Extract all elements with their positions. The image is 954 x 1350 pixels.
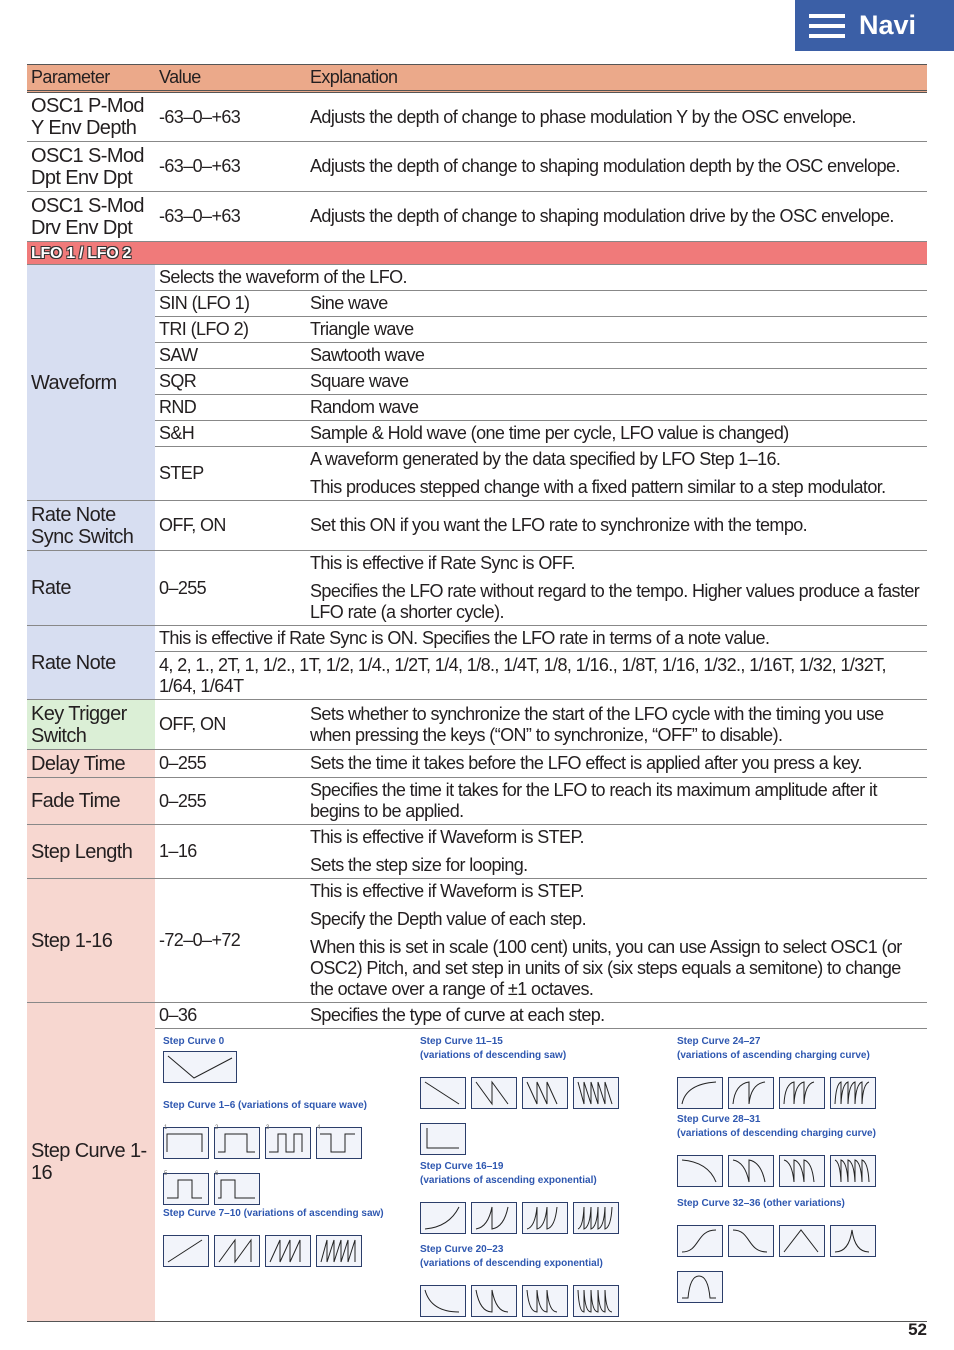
param-explanation — [306, 879, 927, 1003]
curve-thumbnail — [522, 1202, 568, 1234]
option-desc: Sine wave — [306, 291, 927, 317]
param-name: OSC1 S-Mod Drv Env Dpt — [27, 192, 155, 242]
param-value: OFF, ON — [155, 700, 306, 750]
curve-group-title: Step Curve 24–27 — [677, 1036, 761, 1047]
curve-group-1 — [163, 1099, 367, 1205]
table-row — [27, 343, 927, 369]
table-row — [27, 778, 927, 825]
curve-thumbnail — [779, 1155, 825, 1187]
curve-group-subtitle: (variations of ascending charging curve) — [677, 1050, 870, 1061]
curve-group-subtitle: (variations of ascending exponential) — [420, 1175, 597, 1186]
explanation-line: Specify the Depth value of each step. — [310, 909, 586, 929]
table-row — [27, 369, 927, 395]
table-row — [27, 317, 927, 343]
table-row — [27, 192, 927, 242]
curve-thumbnail — [830, 1225, 876, 1257]
curve-thumbnail — [677, 1225, 723, 1257]
curve-thumbnail — [779, 1225, 825, 1257]
param-explanation: Selects the waveform of the LFO. — [155, 265, 927, 291]
option-value: SQR — [155, 369, 306, 395]
param-name: Rate Note — [27, 626, 155, 700]
explanation-line: This is effective if Rate Sync is OFF. — [310, 553, 575, 573]
curve-thumbnail — [728, 1225, 774, 1257]
option-value: S&H — [155, 421, 306, 447]
header-parameter: Parameter — [27, 65, 155, 92]
param-explanation — [306, 551, 927, 626]
param-explanation: This is effective if Rate Sync is ON. Specifies the LFO rate in terms of a note value. — [155, 626, 927, 652]
curve-group-title: Step Curve 7–10 (variations of ascending saw) — [163, 1208, 384, 1219]
option-desc-line: This produces stepped change with a fixed pattern similar to a step modulator. — [310, 477, 886, 497]
curve-group-24 — [677, 1035, 876, 1109]
param-value: -63–0–+63 — [155, 142, 306, 192]
curve-group-title: Step Curve 32–36 (other variations) — [677, 1198, 845, 1209]
param-name: OSC1 P-Mod Y Env Depth — [27, 92, 155, 142]
table-row — [27, 421, 927, 447]
param-value: 0–36 — [155, 1003, 306, 1029]
curve-thumbnail — [573, 1285, 619, 1317]
option-desc: Triangle wave — [306, 317, 927, 343]
param-value: 1–16 — [155, 825, 306, 879]
curve-group-0 — [163, 1035, 237, 1083]
curve-thumbnail — [420, 1202, 466, 1234]
curve-thumbnail — [677, 1077, 723, 1109]
navi-button[interactable] — [795, 0, 954, 51]
param-explanation: Sets the time it takes before the LFO effect is applied after you press a key. — [306, 750, 927, 778]
step-curve-diagrams — [155, 1029, 927, 1321]
curve-group-title: Step Curve 11–15 — [420, 1036, 503, 1047]
table-row — [27, 1003, 927, 1029]
table-row — [27, 879, 927, 1003]
curve-group-11 — [420, 1035, 619, 1155]
table-row — [27, 750, 927, 778]
table-row — [27, 501, 927, 551]
option-value: TRI (LFO 2) — [155, 317, 306, 343]
param-value: 0–255 — [155, 750, 306, 778]
param-explanation — [306, 825, 927, 879]
param-name: OSC1 S-Mod Dpt Env Dpt — [27, 142, 155, 192]
option-value: SIN (LFO 1) — [155, 291, 306, 317]
option-value: STEP — [155, 447, 306, 501]
curve-thumbnail — [830, 1077, 876, 1109]
param-value: -63–0–+63 — [155, 192, 306, 242]
explanation-line: When this is set in scale (100 cent) units, you can use Assign to select OSC1 (or OSC2) Pitch, and set step in units of six (six steps equals a semitone) to change the octave over a range of ±1 octaves. — [310, 937, 902, 999]
table-row — [27, 551, 927, 626]
explanation-line: This is effective if Waveform is STEP. — [310, 827, 584, 847]
page-number: 52 — [908, 1320, 927, 1339]
curve-group-title: Step Curve 28–31 — [677, 1114, 761, 1125]
curve-thumbnail — [471, 1202, 517, 1234]
curve-group-20 — [420, 1243, 619, 1317]
curve-thumbnail — [728, 1155, 774, 1187]
table-row — [27, 652, 927, 700]
param-name: Delay Time — [27, 750, 155, 778]
param-value: -72–0–+72 — [155, 879, 306, 1003]
curve-thumbnail — [471, 1077, 517, 1109]
param-name: Step 1-16 — [27, 879, 155, 1003]
curve-thumbnail — [265, 1235, 311, 1267]
table-row — [27, 1029, 927, 1322]
param-values: 4, 2, 1., 2T, 1, 1/2., 1T, 1/2, 1/4., 1/2T, 1/4, 1/8., 1/4T, 1/8, 1/16., 1/8T, 1/16, 1/32., 1/16T, 1/32, 1/32T, 1/64, 1/64T — [155, 652, 927, 700]
param-value: OFF, ON — [155, 501, 306, 551]
table-row — [27, 700, 927, 750]
option-desc — [306, 447, 927, 501]
table-row — [27, 265, 927, 291]
param-name: Rate Note Sync Switch — [27, 501, 155, 551]
table-row — [27, 142, 927, 192]
parameter-table — [27, 64, 927, 1321]
param-name: Step Length — [27, 825, 155, 879]
header-value: Value — [155, 65, 306, 92]
curve-thumbnail — [163, 1235, 209, 1267]
curve-group-subtitle: (variations of descending charging curve) — [677, 1128, 876, 1139]
curve-thumbnail — [163, 1051, 237, 1083]
explanation-line: Sets the step size for looping. — [310, 855, 528, 875]
curve-thumbnail — [420, 1077, 466, 1109]
param-explanation: Adjusts the depth of change to shaping modulation drive by the OSC envelope. — [306, 192, 927, 242]
option-desc-line: A waveform generated by the data specified by LFO Step 1–16. — [310, 449, 781, 469]
option-desc: Sawtooth wave — [306, 343, 927, 369]
curve-thumbnail: 6 — [214, 1173, 260, 1205]
curve-thumbnail — [522, 1077, 568, 1109]
param-name: Rate — [27, 551, 155, 626]
curve-thumbnail — [471, 1285, 517, 1317]
param-explanation: Adjusts the depth of change to phase modulation Y by the OSC envelope. — [306, 92, 927, 142]
option-desc: Sample & Hold wave (one time per cycle, LFO value is changed) — [306, 421, 927, 447]
option-desc: Random wave — [306, 395, 927, 421]
curve-thumbnail: 5 — [163, 1173, 209, 1205]
section-header — [27, 242, 927, 265]
curve-group-subtitle: (variations of descending saw) — [420, 1050, 567, 1061]
curve-thumbnail — [420, 1285, 466, 1317]
curve-group-28 — [677, 1113, 876, 1187]
param-value: 0–255 — [155, 551, 306, 626]
curve-group-16 — [420, 1160, 619, 1234]
curve-thumbnail — [677, 1271, 723, 1303]
curve-thumbnail — [677, 1155, 723, 1187]
curve-thumbnail: 4 — [316, 1127, 362, 1159]
curve-thumbnail — [830, 1155, 876, 1187]
param-explanation: Adjusts the depth of change to shaping modulation depth by the OSC envelope. — [306, 142, 927, 192]
explanation-line: Specifies the LFO rate without regard to the tempo. Higher values produce a faster LFO rate (a shorter cycle). — [310, 581, 920, 622]
param-value: -63–0–+63 — [155, 92, 306, 142]
param-explanation: Specifies the time it takes for the LFO to reach its maximum amplitude after it begins to be applied. — [306, 778, 927, 825]
param-explanation: Set this ON if you want the LFO rate to synchronize with the tempo. — [306, 501, 927, 551]
curve-thumbnail: 1 — [163, 1127, 209, 1159]
table-row — [27, 447, 927, 501]
section-title: LFO 1 / LFO 2 — [31, 245, 132, 262]
param-explanation: Sets whether to synchronize the start of the LFO cycle with the timing you use when pressing the keys (“ON” to synchronize, “OFF” to disable). — [306, 700, 927, 750]
param-name: Waveform — [27, 265, 155, 501]
table-header — [27, 65, 927, 92]
option-value: RND — [155, 395, 306, 421]
curve-thumbnail — [522, 1285, 568, 1317]
curve-group-title: Step Curve 16–19 — [420, 1161, 504, 1172]
curve-group-title: Step Curve 20–23 — [420, 1244, 504, 1255]
curve-thumbnail — [420, 1123, 466, 1155]
navi-label: Navi — [859, 10, 917, 40]
table-row — [27, 291, 927, 317]
curve-group-7 — [163, 1207, 384, 1267]
curve-thumbnail: 2 — [214, 1127, 260, 1159]
menu-icon — [809, 12, 845, 40]
curve-group-subtitle: (variations of descending exponential) — [420, 1258, 603, 1269]
curve-group-title: Step Curve 0 — [163, 1036, 225, 1047]
header-explanation: Explanation — [306, 65, 927, 92]
table-row — [27, 395, 927, 421]
curve-thumbnail: 3 — [265, 1127, 311, 1159]
curve-group-title: Step Curve 1–6 (variations of square wave) — [163, 1100, 367, 1111]
table-row — [27, 626, 927, 652]
explanation-line: This is effective if Waveform is STEP. — [310, 881, 584, 901]
curve-thumbnail — [728, 1077, 774, 1109]
table-row — [27, 92, 927, 142]
param-explanation: Specifies the type of curve at each step. — [306, 1003, 927, 1029]
param-name: Key Trigger Switch — [27, 700, 155, 750]
curve-thumbnail — [214, 1235, 260, 1267]
param-value: 0–255 — [155, 778, 306, 825]
option-value: SAW — [155, 343, 306, 369]
curve-group-32 — [677, 1197, 876, 1303]
param-name: Fade Time — [27, 778, 155, 825]
table-row — [27, 825, 927, 879]
footer-rule — [27, 1321, 927, 1322]
param-name: Step Curve 1-16 — [27, 1003, 155, 1322]
option-desc: Square wave — [306, 369, 927, 395]
curve-thumbnail — [316, 1235, 362, 1267]
curve-thumbnail — [573, 1077, 619, 1109]
curve-thumbnail — [779, 1077, 825, 1109]
curve-thumbnail — [573, 1202, 619, 1234]
